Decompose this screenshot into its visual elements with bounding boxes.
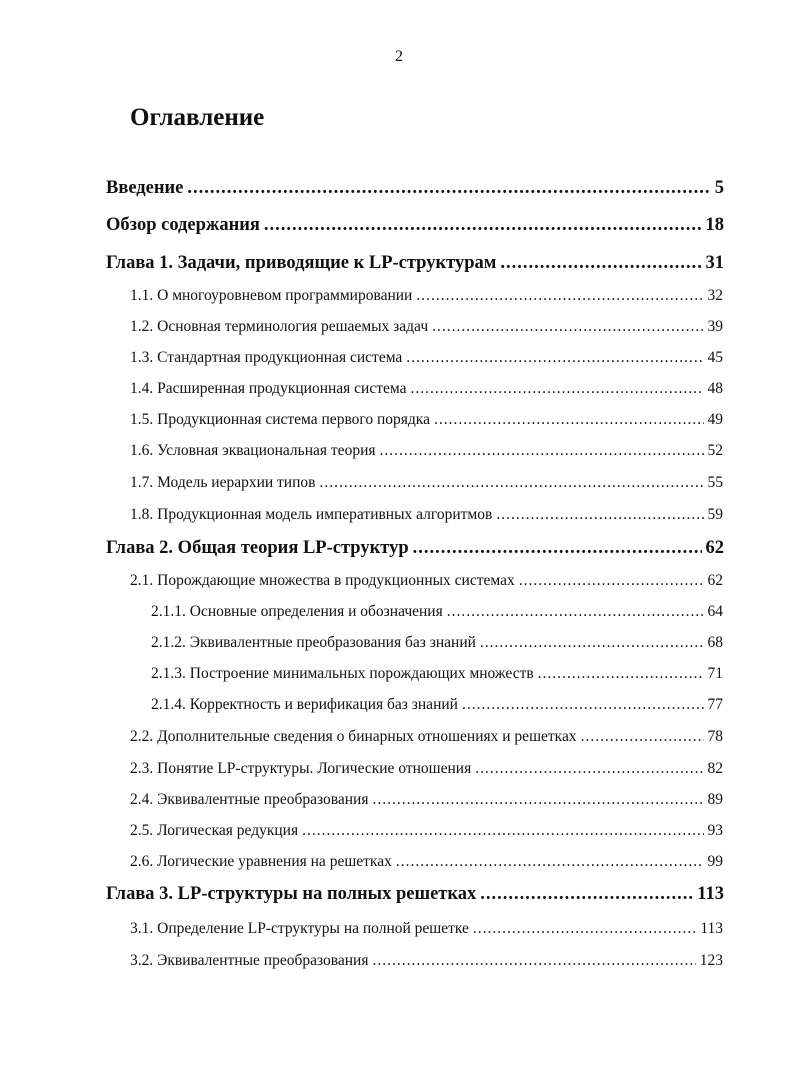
toc-leader-dots xyxy=(519,572,704,590)
toc-entry-page: 5 xyxy=(714,178,724,198)
toc-entry-label: Глава 3. LP-структуры на полных решетках xyxy=(106,884,477,904)
toc-leader-dots xyxy=(264,215,702,236)
toc-entry-1-8[interactable] xyxy=(130,506,723,524)
toc-entry-label: 2.6. Логические уравнения на решетках xyxy=(130,853,392,870)
toc-leader-dots xyxy=(432,318,703,336)
toc-entry-label: 2.3. Понятие LP-структуры. Логические отношения xyxy=(130,760,472,777)
toc-entry-1-7[interactable] xyxy=(130,474,723,492)
toc-entry-chapter-3[interactable] xyxy=(106,884,724,905)
toc-entry-page: 45 xyxy=(707,349,723,366)
toc-entry-1-3[interactable] xyxy=(130,349,723,367)
toc-entry-label: Обзор содержания xyxy=(106,215,260,235)
toc-entry-page: 31 xyxy=(705,253,724,273)
toc-leader-dots xyxy=(410,380,703,398)
toc-entry-2-1-2[interactable] xyxy=(151,634,723,652)
toc-entry-label: 2.5. Логическая редукция xyxy=(130,822,299,839)
toc-entry-1-4[interactable] xyxy=(130,380,723,398)
toc-entry-1-5[interactable] xyxy=(130,411,723,429)
toc-entry-2-1-3[interactable] xyxy=(151,665,723,683)
toc-entry-page: 64 xyxy=(707,603,723,620)
toc-entry-2-4[interactable] xyxy=(130,791,723,809)
toc-entry-3-1[interactable] xyxy=(130,920,723,938)
toc-title: Оглавление xyxy=(130,104,265,131)
toc-leader-dots xyxy=(396,853,704,871)
toc-leader-dots xyxy=(372,791,703,809)
toc-entry-label: 1.5. Продукционная система первого порядка xyxy=(130,411,430,428)
toc-entry-label: Глава 2. Общая теория LP-структур xyxy=(106,538,409,558)
toc-leader-dots xyxy=(302,822,703,840)
toc-leader-dots xyxy=(480,634,704,652)
toc-entry-chapter-1[interactable] xyxy=(106,253,724,274)
toc-entry-page: 99 xyxy=(707,853,723,870)
toc-leader-dots xyxy=(496,506,703,524)
toc-entry-overview[interactable] xyxy=(106,215,724,236)
toc-entry-3-2[interactable] xyxy=(130,952,723,970)
toc-entry-intro[interactable] xyxy=(106,178,724,199)
toc-leader-dots xyxy=(380,442,704,460)
toc-entry-page: 77 xyxy=(707,696,723,713)
toc-entry-page: 113 xyxy=(700,920,723,937)
toc-entry-2-6[interactable] xyxy=(130,853,723,871)
toc-entry-label: 1.4. Расширенная продукционная система xyxy=(130,380,407,397)
toc-entry-chapter-2[interactable] xyxy=(106,538,724,559)
toc-entry-page: 89 xyxy=(707,791,723,808)
toc-entry-page: 82 xyxy=(707,760,723,777)
toc-entry-2-1[interactable] xyxy=(130,572,723,590)
toc-entry-label: 3.2. Эквивалентные преобразования xyxy=(130,952,369,969)
toc-entry-1-1[interactable] xyxy=(130,287,723,305)
toc-entry-page: 123 xyxy=(699,952,723,969)
toc-leader-dots xyxy=(473,920,696,938)
toc-leader-dots xyxy=(500,253,701,274)
toc-entry-page: 113 xyxy=(697,884,724,904)
toc-leader-dots xyxy=(447,603,704,621)
toc-entry-label: 2.2. Дополнительные сведения о бинарных отношениях и решетках xyxy=(130,728,577,745)
toc-leader-dots xyxy=(406,349,703,367)
toc-entry-label: 1.8. Продукционная модель императивных алгоритмов xyxy=(130,506,493,523)
toc-entry-label: 1.1. О многоуровневом программировании xyxy=(130,287,413,304)
toc-leader-dots xyxy=(480,884,693,905)
toc-entry-label: Глава 1. Задачи, приводящие к LP-структурам xyxy=(106,253,497,273)
toc-entry-2-1-1[interactable] xyxy=(151,603,723,621)
toc-entry-2-3[interactable] xyxy=(130,760,723,778)
toc-entry-page: 55 xyxy=(707,474,723,491)
toc-leader-dots xyxy=(372,952,695,970)
toc-entry-label: 1.6. Условная эквациональная теория xyxy=(130,442,376,459)
toc-entry-label: 2.1.3. Построение минимальных порождающих множеств xyxy=(151,665,534,682)
toc-leader-dots xyxy=(413,538,702,559)
toc-leader-dots xyxy=(187,178,710,199)
toc-leader-dots xyxy=(581,728,704,746)
toc-entry-2-5[interactable] xyxy=(130,822,723,840)
toc-entry-label: 1.2. Основная терминология решаемых задач xyxy=(130,318,429,335)
toc-entry-page: 93 xyxy=(707,822,723,839)
toc-entry-label: 2.1.2. Эквивалентные преобразования баз знаний xyxy=(151,634,476,651)
toc-entry-page: 78 xyxy=(707,728,723,745)
toc-entry-page: 18 xyxy=(705,215,724,235)
toc-entry-label: 2.1. Порождающие множества в продукционных системах xyxy=(130,572,515,589)
page-number: 2 xyxy=(395,48,403,65)
toc-entry-label: 2.1.1. Основные определения и обозначения xyxy=(151,603,443,620)
toc-leader-dots xyxy=(475,760,703,778)
toc-entry-label: 2.4. Эквивалентные преобразования xyxy=(130,791,369,808)
toc-leader-dots xyxy=(416,287,703,305)
toc-entry-1-2[interactable] xyxy=(130,318,723,336)
toc-entry-page: 62 xyxy=(707,572,723,589)
toc-entry-page: 49 xyxy=(707,411,723,428)
toc-leader-dots xyxy=(434,411,704,429)
toc-entry-label: 2.1.4. Корректность и верификация баз знаний xyxy=(151,696,458,713)
toc-entry-label: 1.7. Модель иерархии типов xyxy=(130,474,316,491)
toc-entry-label: 1.3. Стандартная продукционная система xyxy=(130,349,403,366)
toc-entry-page: 71 xyxy=(707,665,723,682)
toc-entry-page: 62 xyxy=(705,538,724,558)
toc-leader-dots xyxy=(462,696,704,714)
toc-entry-page: 48 xyxy=(707,380,723,397)
toc-leader-dots xyxy=(319,474,703,492)
toc-entry-2-1-4[interactable] xyxy=(151,696,723,714)
toc-entry-page: 52 xyxy=(707,442,723,459)
toc-entry-page: 68 xyxy=(707,634,723,651)
toc-entry-2-2[interactable] xyxy=(130,728,723,746)
toc-entry-1-6[interactable] xyxy=(130,442,723,460)
toc-entry-page: 39 xyxy=(707,318,723,335)
toc-entry-page: 59 xyxy=(707,506,723,523)
toc-leader-dots xyxy=(538,665,704,683)
toc-entry-label: Введение xyxy=(106,178,184,198)
toc-entry-page: 32 xyxy=(707,287,723,304)
toc-entry-label: 3.1. Определение LP-структуры на полной решетке xyxy=(130,920,469,937)
